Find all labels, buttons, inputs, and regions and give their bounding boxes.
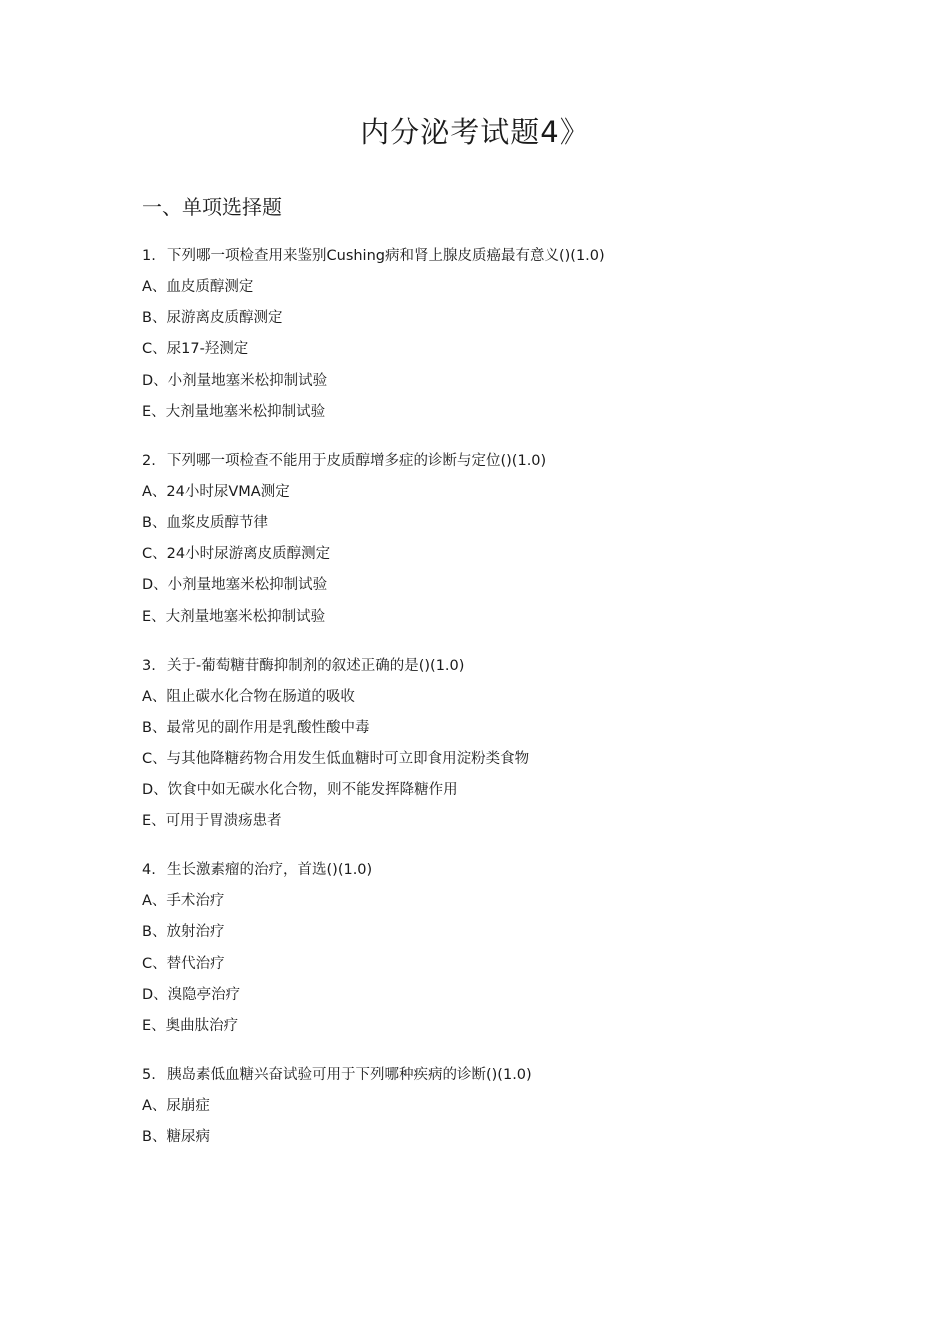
option-b: B、血浆皮质醇节律 xyxy=(142,514,268,531)
question-text xyxy=(142,1062,842,1088)
option-d: D、小剂量地塞米松抑制试验 xyxy=(142,577,328,594)
option-e: E、可用于胃溃疡患者 xyxy=(142,813,282,830)
option-a: A、24小时尿VMA测定 xyxy=(142,483,290,500)
option-a: A、阻止碳水化合物在肠道的吸收 xyxy=(142,688,355,705)
question-number: 1. xyxy=(142,248,156,264)
question-text xyxy=(142,448,842,474)
option-c: C、替代治疗 xyxy=(142,955,225,972)
question-number: 3. xyxy=(142,657,156,674)
option-c: C、与其他降糖药物合用发生低血糖时可立即食用淀粉类食物 xyxy=(142,750,530,767)
section-heading: 一、单项选择题 xyxy=(142,195,282,219)
question-stem: 下列哪一项检查不能用于皮质醇增多症的诊断与定位()(1.0) xyxy=(167,452,547,469)
question-number: 4. xyxy=(142,862,156,879)
question-5 xyxy=(142,1062,842,1150)
question-2 xyxy=(142,448,842,630)
option-d: D、饮食中如无碳水化合物，则不能发挥降糖作用 xyxy=(142,782,458,799)
question-1 xyxy=(142,243,842,425)
question-stem: 下列哪一项检查用来鉴别Cushing病和肾上腺皮质癌最有意义()(1.0) xyxy=(167,248,605,264)
option-e: E、奥曲肽治疗 xyxy=(142,1018,239,1034)
option-e: E、大剂量地塞米松抑制试验 xyxy=(142,403,326,420)
option-d: D、溴隐亭治疗 xyxy=(142,986,241,1003)
option-d: D、小剂量地塞米松抑制试验 xyxy=(142,372,328,389)
option-b: B、尿游离皮质醇测定 xyxy=(142,310,283,327)
option-a: A、血皮质醇测定 xyxy=(142,279,254,295)
question-text xyxy=(142,243,842,269)
document-title: 内分泌考试题4》 xyxy=(360,115,590,149)
option-b: B、最常见的副作用是乳酸性酸中毒 xyxy=(142,719,370,736)
option-c: C、尿17-羟测定 xyxy=(142,341,249,358)
question-3 xyxy=(142,653,842,835)
question-number: 2. xyxy=(142,452,156,469)
question-stem: 关于-葡萄糖苷酶抑制剂的叙述正确的是()(1.0) xyxy=(167,657,465,674)
question-stem: 胰岛素低血糖兴奋试验可用于下列哪种疾病的诊断()(1.0) xyxy=(167,1067,532,1083)
question-list xyxy=(142,243,842,1173)
option-a: A、手术治疗 xyxy=(142,893,225,910)
option-e: E、大剂量地塞米松抑制试验 xyxy=(142,608,326,625)
option-c: C、24小时尿游离皮质醇测定 xyxy=(142,546,331,563)
question-4 xyxy=(142,857,842,1039)
question-text xyxy=(142,653,842,679)
question-text xyxy=(142,857,842,883)
question-stem: 生长激素瘤的治疗，首选()(1.0) xyxy=(167,862,373,879)
option-b: B、放射治疗 xyxy=(142,924,225,941)
option-a: A、尿崩症 xyxy=(142,1098,210,1114)
option-b: B、糖尿病 xyxy=(142,1129,210,1146)
question-number: 5. xyxy=(142,1067,156,1083)
